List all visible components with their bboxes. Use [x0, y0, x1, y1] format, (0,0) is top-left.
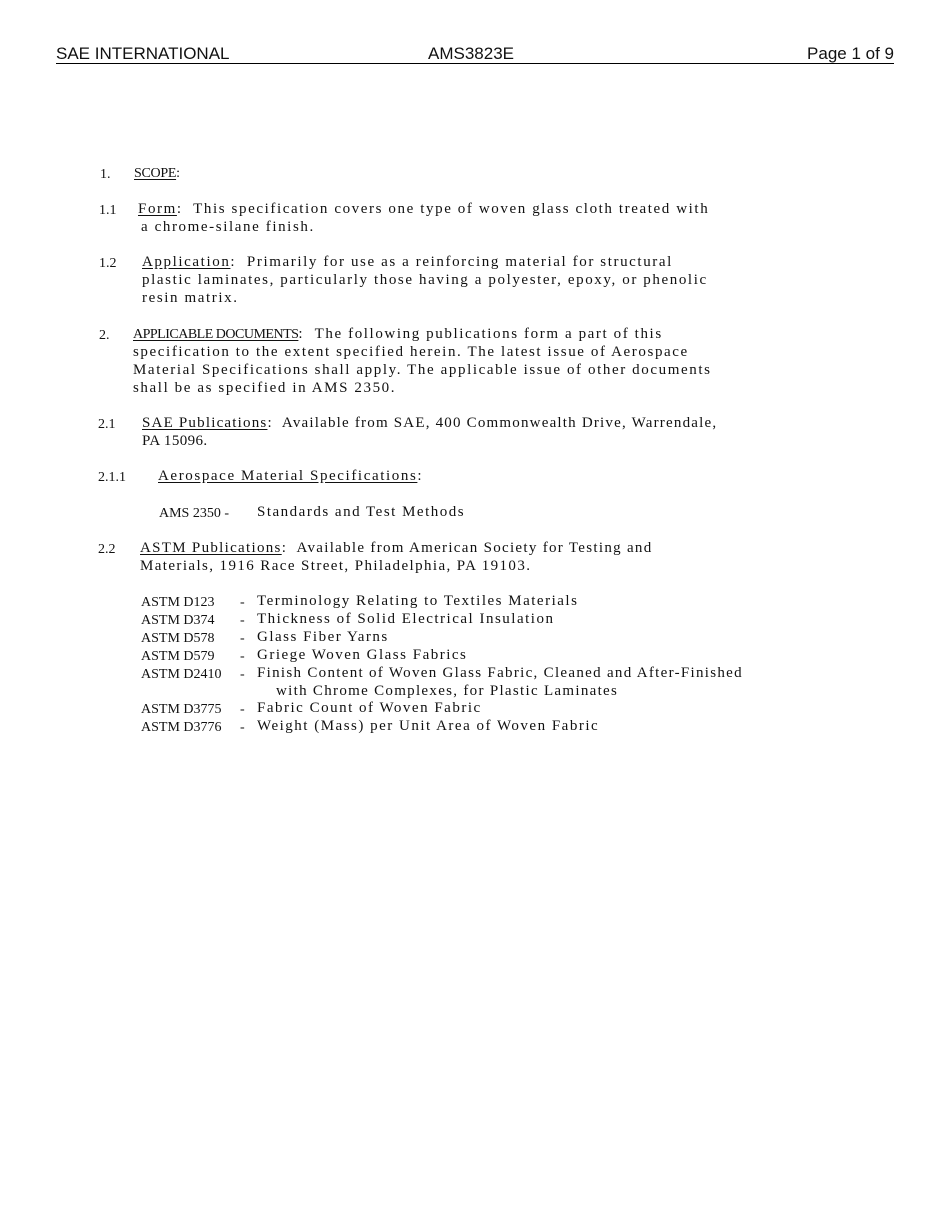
section-application-line: Application: Primarily for use as a reinforcing material for structural — [142, 254, 673, 270]
section-applicable-documents-line: Material Specifications shall apply. The applicable issue of other documents — [133, 362, 712, 378]
section-astm-publications-line: Materials, 1916 Race Street, Philadelphia, PA 19103. — [140, 558, 532, 574]
section-number: 1.2 — [99, 256, 117, 271]
reference-description: Finish Content of Woven Glass Fabric, Cleaned and After-Finished — [257, 665, 743, 681]
section-form-line: a chrome-silane finish. — [141, 219, 315, 235]
reference-description: Griege Woven Glass Fabrics — [257, 647, 468, 663]
reference-code: ASTM D2410 — [141, 667, 222, 682]
reference-code: AMS 2350 - — [159, 506, 230, 521]
section-applicable-documents-line: APPLICABLE DOCUMENTS: The following publications form a part of this — [133, 326, 663, 342]
reference-description: Standards and Test Methods — [257, 504, 466, 520]
reference-dash: - — [240, 702, 245, 717]
section-applicable-documents-line: specification to the extent specified herein. The latest issue of Aerospace — [133, 344, 689, 360]
reference-dash: - — [240, 649, 245, 664]
section-number: 1. — [100, 167, 111, 182]
header-doc-number: AMS3823E — [428, 44, 514, 63]
reference-description: Glass Fiber Yarns — [257, 629, 389, 645]
header-page-number: Page 1 of 9 — [807, 44, 894, 63]
reference-code: ASTM D374 — [141, 613, 215, 628]
reference-dash: - — [240, 667, 245, 682]
section-ams-heading: Aerospace Material Specifications: — [158, 468, 424, 484]
reference-description-continued: with Chrome Complexes, for Plastic Laminates — [276, 683, 619, 699]
reference-description: Weight (Mass) per Unit Area of Woven Fabric — [257, 718, 600, 734]
reference-code: ASTM D3775 — [141, 702, 222, 717]
reference-code: ASTM D578 — [141, 631, 215, 646]
section-number: 2.2 — [98, 542, 116, 557]
reference-code: ASTM D579 — [141, 649, 215, 664]
section-application-line: resin matrix. — [142, 290, 239, 306]
reference-description: Fabric Count of Woven Fabric — [257, 700, 482, 716]
section-number: 2. — [99, 328, 110, 343]
section-number: 1.1 — [99, 203, 117, 218]
reference-code: ASTM D3776 — [141, 720, 222, 735]
reference-dash: - — [240, 595, 245, 610]
section-number: 2.1 — [98, 417, 116, 432]
section-application-line: plastic laminates, particularly those having a polyester, epoxy, or phenolic — [142, 272, 708, 288]
section-applicable-documents-line: shall be as specified in AMS 2350. — [133, 380, 397, 396]
section-heading-scope: SCOPE: — [134, 166, 180, 181]
page-header — [56, 44, 894, 64]
section-form-line: Form: This specification covers one type of woven glass cloth treated with — [138, 201, 710, 217]
reference-description: Thickness of Solid Electrical Insulation — [257, 611, 555, 627]
section-number: 2.1.1 — [98, 470, 126, 485]
section-astm-publications-line: ASTM Publications: Available from American Society for Testing and — [140, 540, 653, 556]
reference-description: Terminology Relating to Textiles Materials — [257, 593, 579, 609]
section-sae-publications-line: PA 15096. — [142, 433, 208, 449]
section-sae-publications-line: SAE Publications: Available from SAE, 400 Commonwealth Drive, Warrendale, — [142, 415, 718, 431]
reference-dash: - — [240, 720, 245, 735]
reference-dash: - — [240, 613, 245, 628]
reference-dash: - — [240, 631, 245, 646]
reference-code: ASTM D123 — [141, 595, 215, 610]
header-org: SAE INTERNATIONAL — [56, 44, 230, 63]
